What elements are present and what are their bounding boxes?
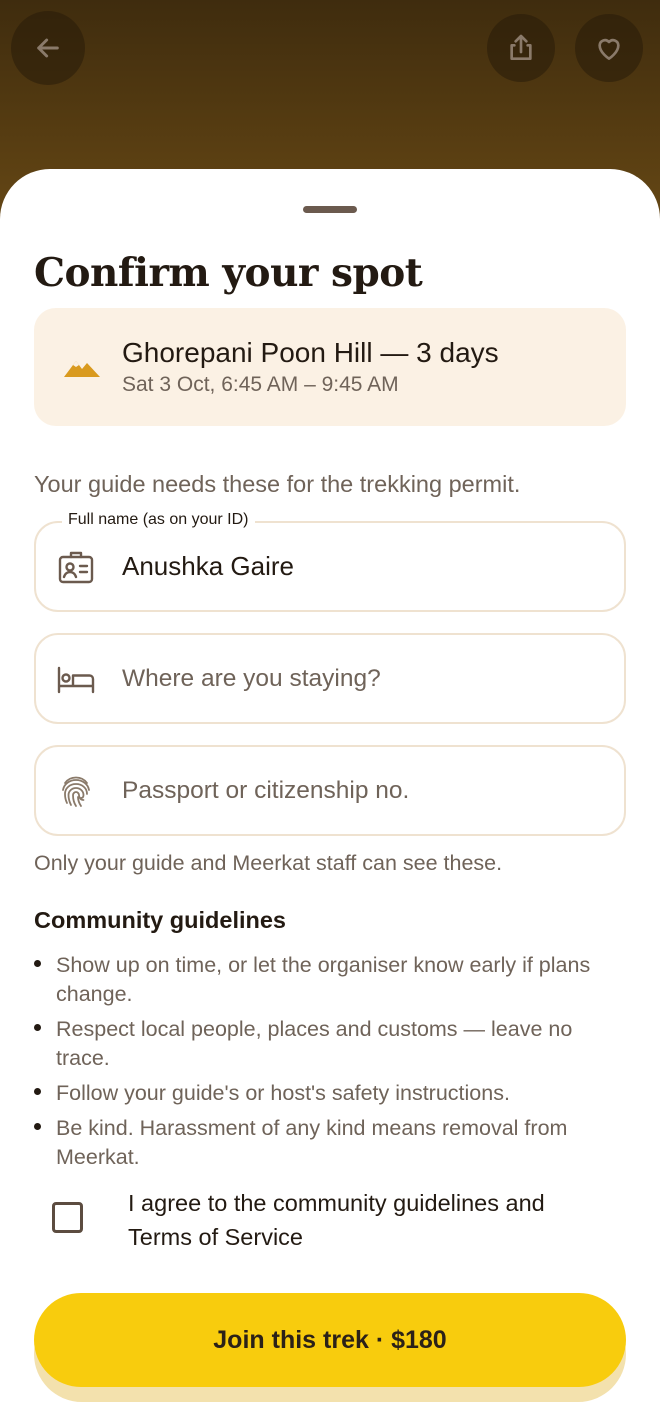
stay-placeholder: Where are you staying? <box>122 665 381 692</box>
share-icon <box>505 32 537 64</box>
passport-placeholder: Passport or citizenship no. <box>122 777 410 804</box>
passport-field[interactable] <box>34 745 626 836</box>
bed-icon <box>56 661 96 697</box>
permit-intro-text: Your guide needs these for the trekking permit. <box>34 471 521 497</box>
guidelines-list <box>34 951 614 1178</box>
privacy-note: Only your guide and Meerkat staff can see these. <box>34 851 503 875</box>
arrow-left-icon <box>32 32 64 64</box>
mountain-icon <box>64 356 100 380</box>
heart-icon <box>593 32 625 64</box>
list-item: Be kind. Harassment of any kind means removal from Meerkat. <box>34 1114 614 1172</box>
full-name-label: Full name (as on your ID) <box>62 511 255 529</box>
trek-datetime: Sat 3 Oct, 6:45 AM – 9:45 AM <box>122 373 399 396</box>
agree-label[interactable]: I agree to the community guidelines and Terms of Service <box>128 1190 545 1250</box>
id-badge-icon <box>56 549 96 585</box>
guidelines-heading: Community guidelines <box>34 907 286 933</box>
join-trek-button[interactable]: Join this trek · $180 <box>34 1293 626 1387</box>
list-item: Respect local people, places and customs — leave no trace. <box>34 1015 614 1073</box>
full-name-field[interactable] <box>34 521 626 612</box>
list-item: Follow your guide's or host's safety instructions. <box>34 1079 614 1108</box>
list-item: Show up on time, or let the organiser know early if plans change. <box>34 951 614 1009</box>
trek-name: Ghorepani Poon Hill — 3 days <box>122 337 499 368</box>
sheet-grabber[interactable] <box>303 206 357 213</box>
favorite-button[interactable] <box>575 14 643 82</box>
fingerprint-icon <box>56 773 96 809</box>
back-button[interactable] <box>11 11 85 85</box>
share-button[interactable] <box>487 14 555 82</box>
agree-checkbox[interactable] <box>52 1202 83 1233</box>
page-title: Confirm your spot <box>34 250 423 296</box>
full-name-value: Anushka Gaire <box>122 551 294 581</box>
stay-field[interactable] <box>34 633 626 724</box>
